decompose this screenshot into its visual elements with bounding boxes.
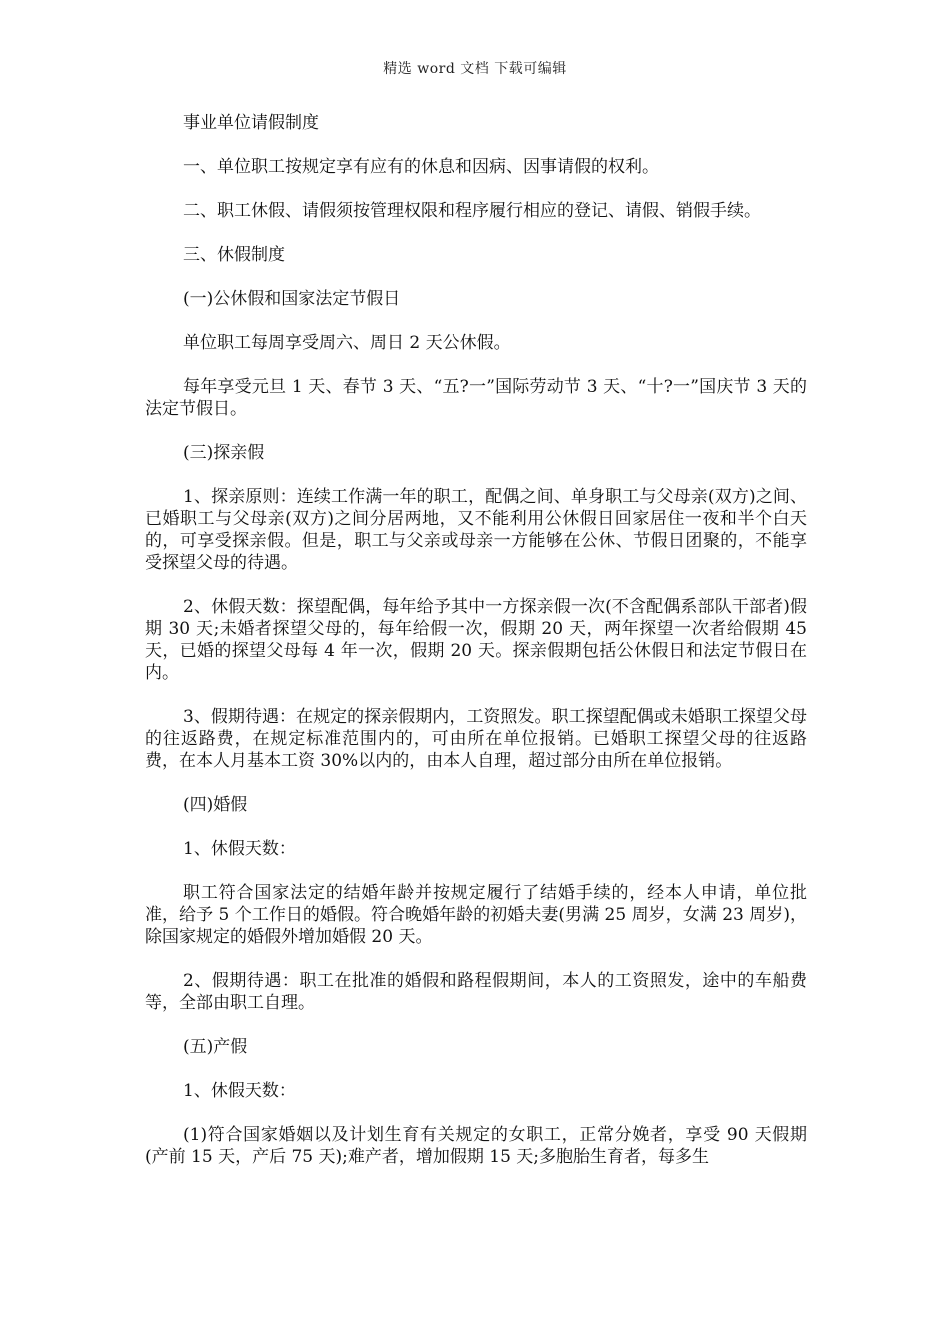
paragraph: 一、单位职工按规定享有应有的休息和因病、因事请假的权利。 xyxy=(183,157,659,177)
document-body xyxy=(145,112,807,1190)
paragraph: 职工符合国家法定的结婚年龄并按规定履行了结婚手续的，经本人申请，单位批准，给予 5 个工作日的婚假。符合晚婚年龄的初婚夫妻(男满 25 周岁，女满 23 周岁)，除国家规定的婚假外增加婚假 20 天。 xyxy=(145,883,807,947)
paragraph: (1)符合国家婚姻以及计划生育有关规定的女职工，正常分娩者，享受 90 天假期 (产前 15 天，产后 75 天);难产者，增加假期 15 天;多胞胎生育者，每多生 xyxy=(145,1125,807,1167)
document-title: 事业单位请假制度 xyxy=(183,113,319,133)
subsection-heading: (一)公休假和国家法定节假日 xyxy=(183,289,401,309)
subsection-heading: (四)婚假 xyxy=(183,795,248,815)
paragraph: 每年享受元旦 1 天、春节 3 天、“五?一”国际劳动节 3 天、“十?一”国庆节 3 天的法定节假日。 xyxy=(145,377,807,419)
paragraph: 3、假期待遇：在规定的探亲假期内，工资照发。职工探望配偶或未婚职工探望父母的往返路费，在规定标准范围内的，可由所在单位报销。已婚职工探望父母的往返路费，在本人月基本工资 30%以内的，由本人自理，超过部分由所在单位报销。 xyxy=(145,707,807,771)
section-heading: 三、休假制度 xyxy=(183,245,285,265)
paragraph: 1、探亲原则：连续工作满一年的职工，配偶之间、单身职工与父母亲(双方)之间、已婚职工与父母亲(双方)之间分居两地，又不能利用公休假日回家居住一夜和半个白天的，可享受探亲假。但是，职工与父亲或母亲一方能够在公休、节假日团聚的，不能享受探望父母的待遇。 xyxy=(145,487,807,573)
paragraph: 1、休假天数： xyxy=(183,839,296,859)
paragraph: 二、职工休假、请假须按管理权限和程序履行相应的登记、请假、销假手续。 xyxy=(183,201,761,221)
paragraph: 1、休假天数： xyxy=(183,1081,296,1101)
subsection-heading: (三)探亲假 xyxy=(183,443,265,463)
paragraph: 单位职工每周享受周六、周日 2 天公休假。 xyxy=(183,333,511,353)
page-header: 精选 word 文档 下载可编辑 xyxy=(383,61,567,77)
paragraph: 2、休假天数：探望配偶，每年给予其中一方探亲假一次(不含配偶系部队干部者)假期 30 天;未婚者探望父母的，每年给假一次，假期 20 天，两年探望一次者给假期 45 天，已婚的探望父母每 4 年一次，假期 20 天。探亲假期包括公休假日和法定节假日在内。 xyxy=(145,597,807,683)
subsection-heading: (五)产假 xyxy=(183,1037,248,1057)
paragraph: 2、假期待遇：职工在批准的婚假和路程假期间，本人的工资照发，途中的车船费等，全部由职工自理。 xyxy=(145,971,807,1013)
